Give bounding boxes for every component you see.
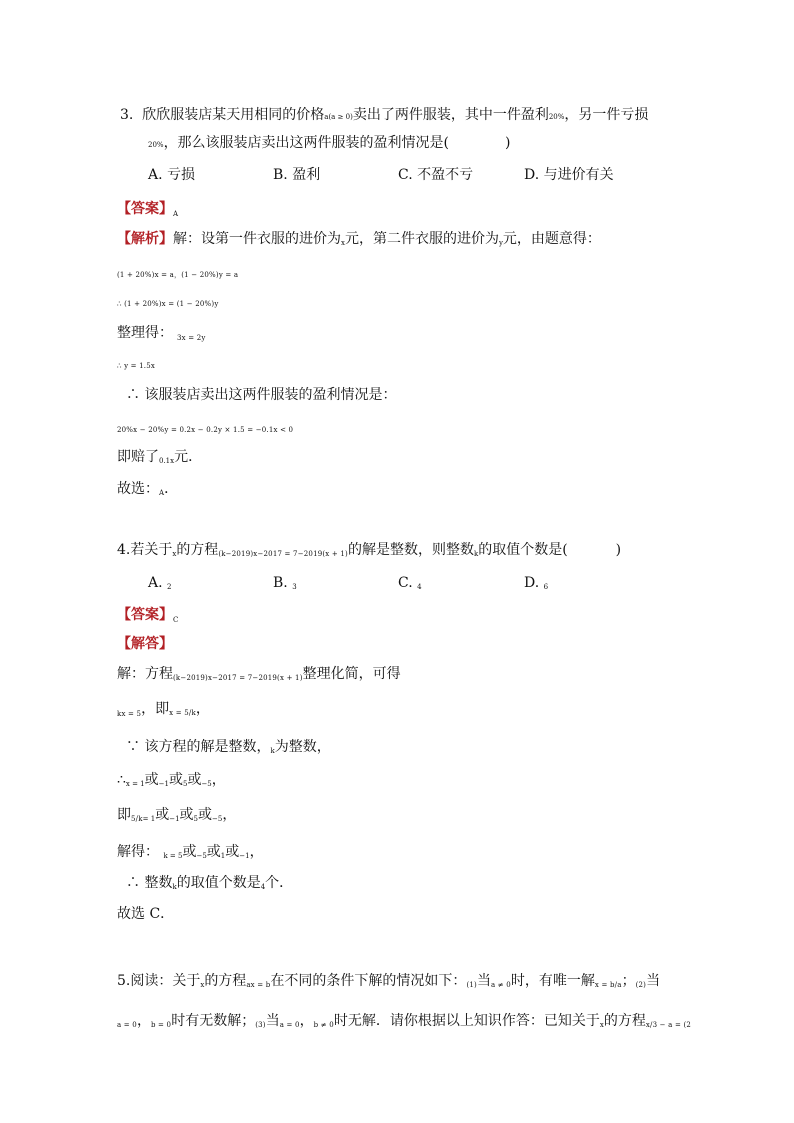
- q3-loss-line: 即赔了$_{0.1x}$元．: [117, 449, 203, 465]
- q4-solution-line-2: $_{kx = 5}$，即x = 5/k，: [117, 701, 210, 718]
- q4-solution-line-7: ∴ 整数$_k$的取值个数是$_4$个．: [126, 875, 294, 891]
- q3-choose-line: 故选：$_A$．: [117, 481, 179, 497]
- q3-math-price: a(a ≥ 0): [324, 113, 353, 121]
- answer-value: C: [173, 616, 179, 624]
- q4-solution-line-5: 即$5/k_{= 1}$或$_{-1}$或$_5$或$_{-5}$，: [117, 807, 237, 823]
- fraction-5-over-k: 5/k: [131, 815, 143, 823]
- q3-answer-line: [117, 198, 178, 218]
- q3-conclusion: ∴ 该服装店卖出这两件服装的盈利情况是：: [126, 387, 397, 403]
- q3-equation-5: 20%x − 20%y = 0.2x − 0.2y × 1.5 = −0.1x < 0: [117, 426, 294, 434]
- q3-stem-text: ，另一件亏损: [564, 107, 649, 123]
- q4-stem-equation: (k−2019)x−2017 = 7−2019(x + 1): [218, 550, 348, 558]
- q4-solution-line-3: ∵ 该方程的解是整数，$_k$为整数，: [126, 739, 331, 755]
- q4-option-c: C. $_4$: [398, 575, 422, 591]
- q3-option-c: C. 不盈不亏: [398, 167, 474, 183]
- q4-choose-line: 故选 C．: [117, 906, 175, 922]
- q3-number: 3.: [120, 107, 134, 123]
- q4-solution-line-1: 解：方程(k−2019)x−2017 = 7−2019(x + 1)整理化简，可得: [117, 666, 401, 682]
- answer-value: A: [173, 210, 179, 218]
- q3-equation-1: (1 + 20%)x = a，(1 − 20%)y = a: [117, 271, 239, 279]
- q3-stem-text: 卖出了两件服装，其中一件盈利: [352, 107, 549, 123]
- q3-line2: [148, 134, 511, 154]
- q3-stem-text: 欣欣服装店某天用相同的价格: [142, 107, 325, 123]
- q4-option-d: D. $_6$: [524, 575, 549, 591]
- q5-line-1: 5.阅读：关于$_x$的方程ax = b在不同的条件下解的情况如下：(1)当a ≠ 0时，有唯一解x = b/a；(2)当: [117, 973, 661, 989]
- q4-solution-tag: 【解答】: [117, 636, 173, 652]
- q3-option-d: D. 与进价有关: [524, 167, 614, 183]
- q5-line-2: a = 0，b = 0时有无数解；(3)当a = 0，b ≠ 0时无解．请你根据以上知识作答：已知关于$_x$的方程x/3 − a = (2: [117, 1013, 692, 1029]
- q3-equation-4: ∴ y = 1.5x: [117, 362, 156, 370]
- q3-equation-2: ∴ (1 + 20%)x = (1 − 20%)y: [117, 300, 219, 308]
- q4-solution-line-4: $\therefore_{x = 1}$或$_{-1}$或$_5$或$_{-5}$，: [117, 772, 226, 788]
- q3-simplify-line: 整理得： $_{3x = 2y}$: [117, 325, 206, 342]
- q3-bracket-close: ): [505, 135, 511, 151]
- fraction-b-over-a: x = b/a: [594, 981, 622, 989]
- q3-line1: [120, 106, 648, 126]
- q3-analysis-line: 【解析】解：设第一件衣服的进价为$_x$元，第二件衣服的进价为$_y$元，由题意得：: [117, 231, 601, 247]
- analysis-tag: 【解析】: [117, 231, 173, 247]
- answer-tag: 【答案】: [117, 607, 173, 623]
- answer-tag: 【答案】: [117, 201, 173, 217]
- fraction-x-equals-5-over-k: x = 5/k: [169, 709, 196, 717]
- q3-stem-text: ，那么该服装店卖出这两件服装的盈利情况是(: [163, 135, 450, 151]
- q4-option-b: B. $_3$: [273, 575, 297, 591]
- q4-solution-line-6: 解得： $_{k = 5}$或$_{-5}$或$_1$或$_{-1}$，: [117, 844, 264, 860]
- q3-option-a: A. 亏损: [148, 167, 196, 183]
- q3-equation-3: 3x = 2y: [177, 334, 206, 342]
- q3-math-percent: 20%: [148, 141, 164, 149]
- q3-math-percent: 20%: [548, 113, 565, 121]
- q4-stem: 4.若关于$_x$的方程(k−2019)x−2017 = 7−2019(x + 1)的解是整数，则整数$_k$的取值个数是( ): [117, 542, 622, 558]
- q4-answer-line: [117, 604, 179, 624]
- q4-option-a: A. $_2$: [148, 575, 172, 591]
- q3-option-b: B. 盈利: [273, 167, 321, 183]
